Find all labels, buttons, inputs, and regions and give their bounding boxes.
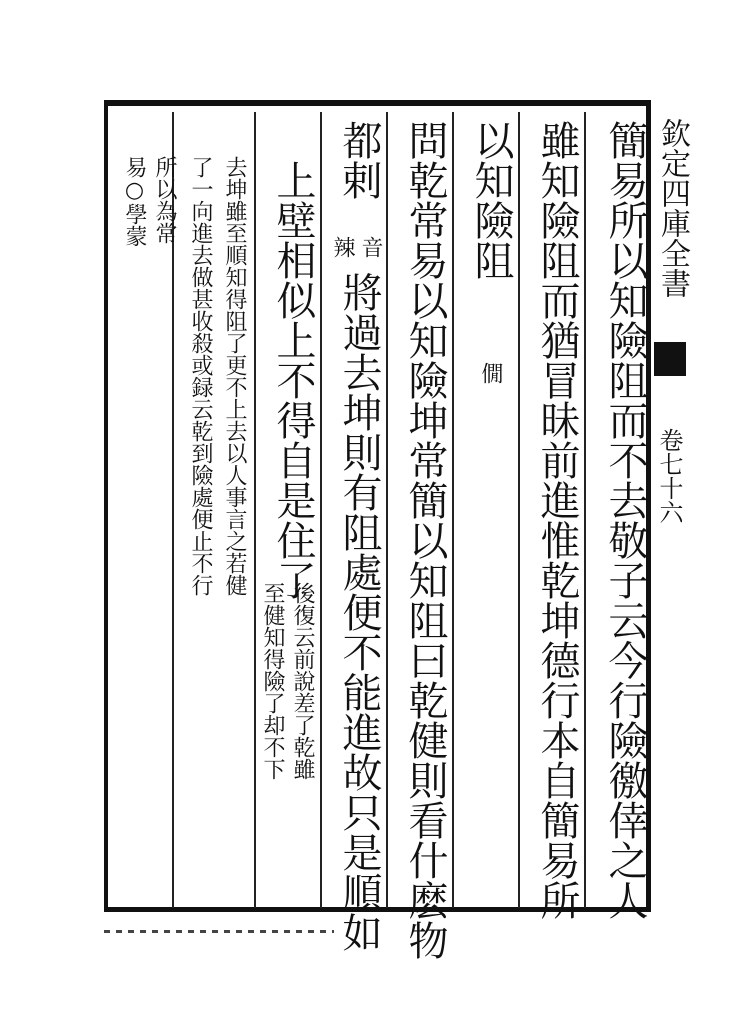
book-title: 欽定四庫全書 [655,118,690,298]
commentary-column-7-right: 去坤雖至順知得阻了更不上去以人事言之若健 [222,156,247,596]
commentary-left: 至健知得險了却不下 [260,582,285,780]
text-column-6: 上壁相似上不得自是住了 [270,160,316,600]
pronunciation-note-left: 辣 [330,236,355,258]
bottom-margin-dots [104,930,334,933]
column-rule [254,112,256,908]
text-column-3: 以知險阻 [468,120,514,280]
commentary-column-8-left: 易○學蒙 [122,156,147,247]
pronunciation-note-right: 音 [358,236,383,258]
commentary-column-8-right: 所以為常 [152,156,177,244]
volume-label: 卷七十六 [655,428,683,524]
text-column-5a: 都剌 [336,120,382,200]
annotation-note: 僩 [478,362,503,384]
text-column-2: 雖知險阻而猶冒昧前進惟乾坤德行本自簡易所 [534,120,580,920]
text-column-4: 問乾常易以知險坤常簡以知阻曰乾健則看什麽物 [402,120,448,960]
text-column-5c: 將過去坤則有阻處便不能進故只是順如 [336,272,382,952]
text-column-1: 簡易所以知險阻而不去敬子云今行險徼倖之人 [602,120,648,920]
fish-tail-mark [654,342,686,376]
commentary-right: 後復云前說差了乾雖 [290,582,315,780]
commentary-column-7-left: 了一向進去做甚收殺或録云乾到險處便止不行 [188,156,213,596]
